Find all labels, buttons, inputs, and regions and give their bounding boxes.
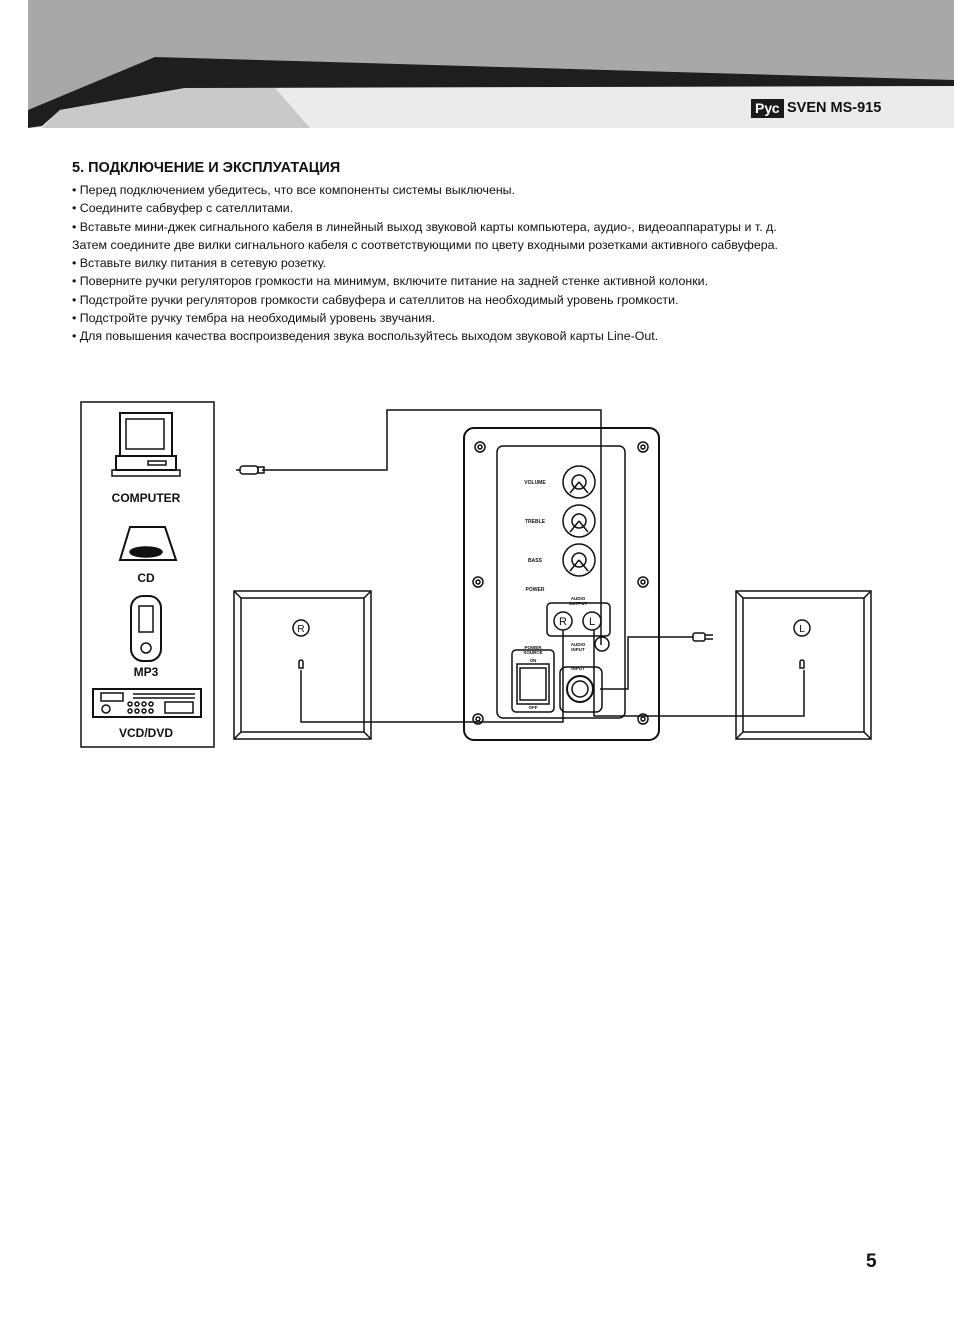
audio-output-label: OUTPUT [568,601,588,606]
satellite-speaker-left [736,591,871,739]
switch-on-label: ON [529,658,537,663]
subwoofer-panel [464,428,659,740]
instruction-line: • Вставьте мини-джек сигнального кабеля в линейный выход звуковой карты компьютера, аудио-, видеоаппаратуры и т. д. [72,219,777,234]
speaker-r-label: R [297,624,305,635]
mp3-player-icon [131,596,161,661]
source-label-mp3: MP3 [133,665,159,679]
instruction-line: • Подстройте ручку тембра на необходимый уровень звучания. [72,311,436,326]
source-label-computer: COMPUTER [111,491,181,505]
computer-icon [112,413,180,476]
instruction-line: • Соедините сабвуфер с сателлитами. [72,201,294,216]
cable-to-right-satellite [301,630,563,722]
dvd-player-icon [93,689,201,717]
audio-input-label: INPUT [571,647,585,652]
instruction-line: • Поверните ручки регуляторов громкости на минимум, включите питание на задней стенке активной колонки. [72,274,709,289]
audio-input-jack [595,637,609,651]
model-name: SVEN MS-915 [787,100,882,116]
input-label: INPUT [571,666,585,671]
power-label: POWER [525,587,545,593]
volume-label: VOLUME [524,480,546,486]
section-title: 5. ПОДКЛЮЧЕНИЕ И ЭКСПЛУАТАЦИЯ [72,160,341,176]
instruction-line: • Вставьте вилку питания в сетевую розетку. [72,256,327,271]
source-label-cd: CD [137,571,155,585]
page-number: 5 [866,1251,877,1272]
output-l-label: L [588,616,596,628]
instruction-line: Затем соедините две вилки сигнального кабеля с соответствующими по цвету входными розетками активного сабвуфера. [72,237,778,252]
satellite-speaker-right [234,591,371,739]
power-source-label: POWER [524,645,542,650]
power-source-label: SOURCE [523,650,543,655]
power-cable [600,637,693,689]
instruction-line: • Подстройте ручки регуляторов громкости сабвуфера и сателлитов на необходимый уровень громкости. [72,292,679,307]
instruction-line: • Для повышения качества воспроизведения звука воспользуйтесь выходом звуковой карты Line-Out. [72,329,659,344]
bass-label: BASS [528,558,542,564]
power-plug [693,633,713,641]
mini-jack-plug [236,466,264,474]
audio-output-label: AUDIO [570,596,586,601]
language-tag: Рус [751,99,784,118]
switch-off-label: OFF [528,705,538,710]
cd-icon [120,527,176,560]
instruction-line: • Перед подключением убедитесь, что все компоненты системы выключены. [72,183,516,197]
source-label-vcd-dvd: VCD/DVD [118,726,174,740]
power-input-socket [567,676,593,702]
treble-label: TREBLE [525,519,545,525]
output-r-label: R [559,616,567,628]
speaker-l-label: L [799,624,805,635]
audio-input-label: AUDIO [570,642,586,647]
